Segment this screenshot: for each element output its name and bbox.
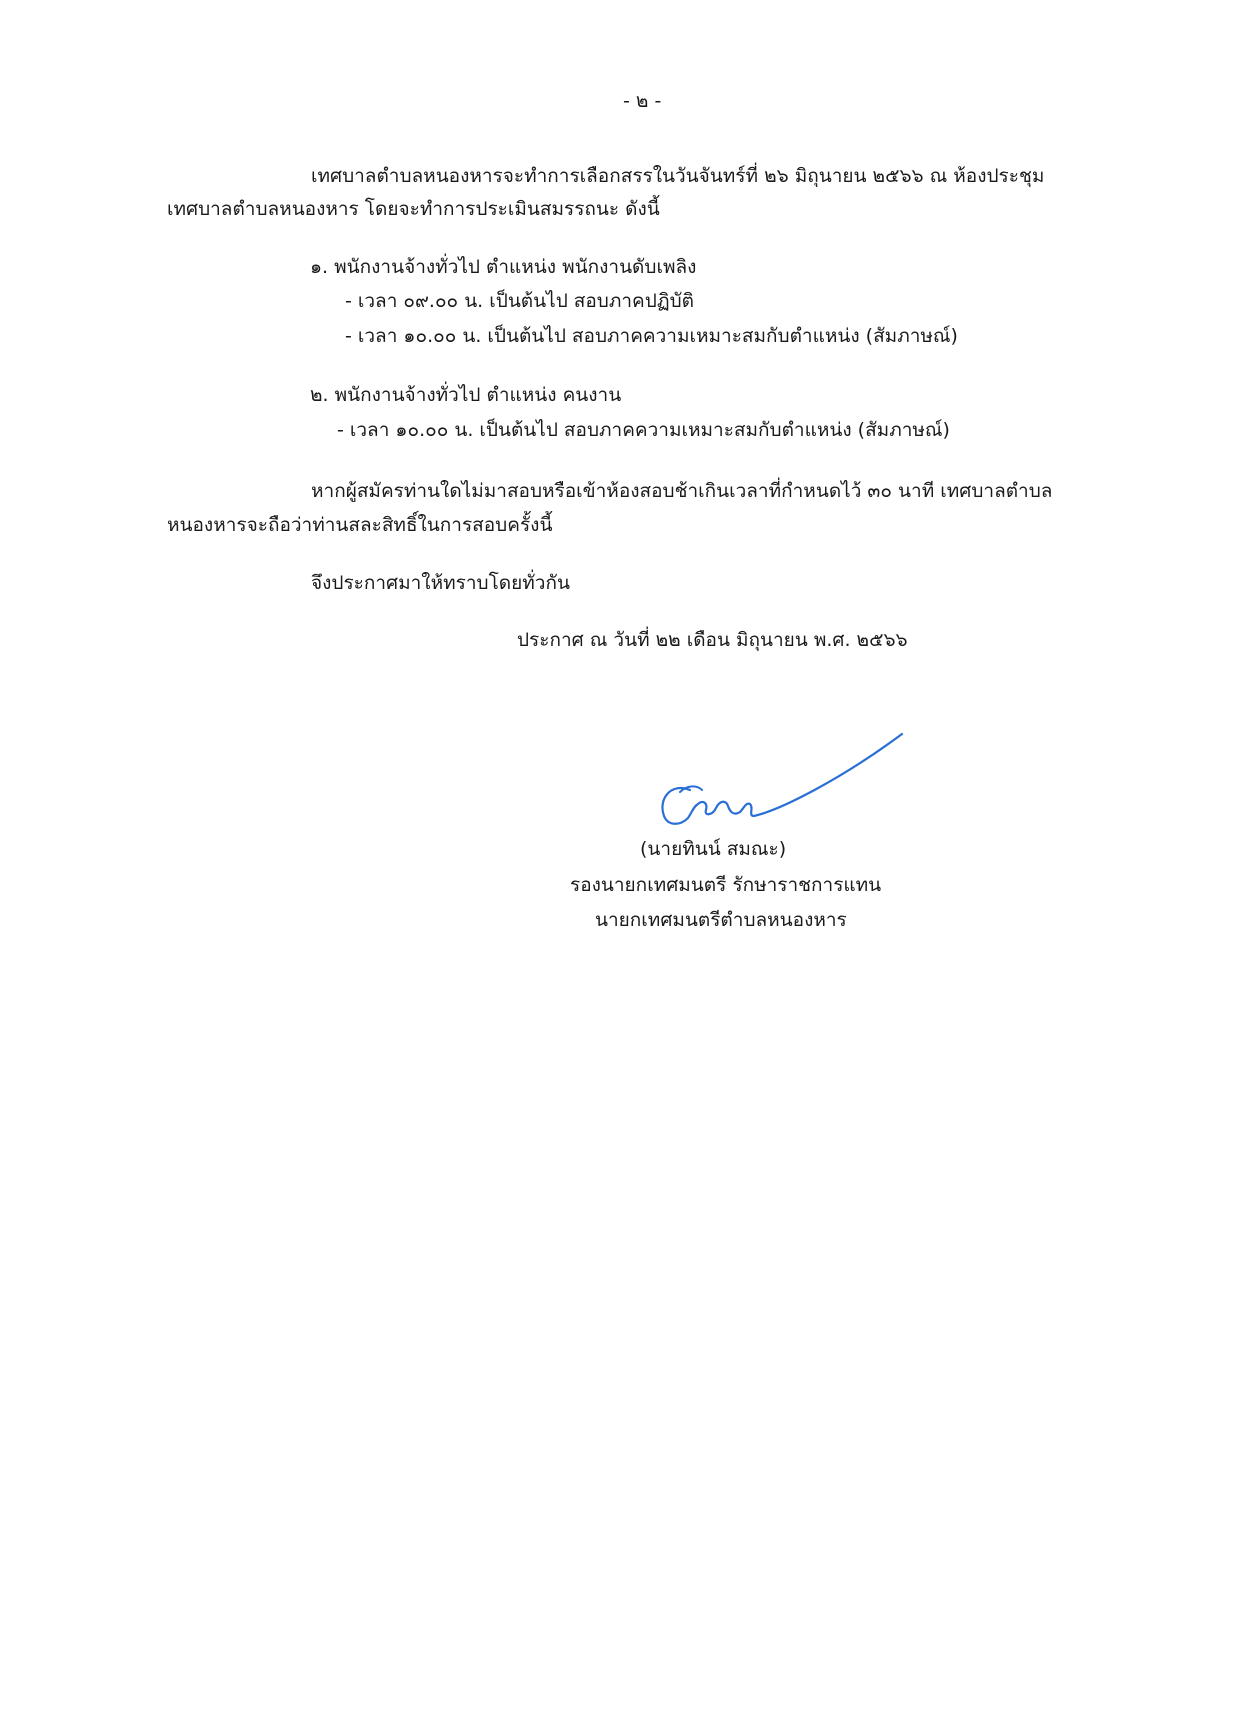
paragraph-2-line-1: หากผู้สมัครท่านใดไม่มาสอบหรือเข้าห้องสอบช้าเกินเวลาที่กำหนดไว้ ๓๐ นาที เทศบาลตำบล (311, 480, 1053, 502)
item-2-schedule-row: - เวลา ๑๐.๐๐ น. เป็นต้นไป สอบภาคความเหมาะสมกับตำแหน่ง (สัมภาษณ์) (337, 419, 950, 441)
handwritten-signature (640, 720, 910, 835)
paragraph-1-line-2: เทศบาลตำบลหนองหาร โดยจะทำการประเมินสมรรถนะ ดังนี้ (167, 198, 660, 220)
signer-title-line-2: นายกเทศมนตรีตำบลหนองหาร (595, 909, 847, 931)
item-1-schedule-row: - เวลา ๑๐.๐๐ น. เป็นต้นไป สอบภาคความเหมาะสมกับตำแหน่ง (สัมภาษณ์) (345, 325, 958, 347)
item-2-heading: ๒. พนักงานจ้างทั่วไป ตำแหน่ง คนงาน (310, 384, 622, 406)
announcement-date: ประกาศ ณ วันที่ ๒๒ เดือน มิถุนายน พ.ศ. ๒๕๖๖ (517, 629, 908, 651)
paragraph-2-line-2: หนองหารจะถือว่าท่านสละสิทธิ์ในการสอบครั้งนี้ (167, 514, 553, 536)
signature-stroke (662, 734, 902, 824)
signer-name: (นายทินน์ สมณะ) (640, 838, 787, 860)
page-number: - ๒ - (623, 90, 662, 112)
paragraph-1-line-1: เทศบาลตำบลหนองหารจะทำการเลือกสรรในวันจันทร์ที่ ๒๖ มิถุนายน ๒๕๖๖ ณ ห้องประชุม (311, 165, 1045, 187)
item-1-schedule-row: - เวลา ๐๙.๐๐ น. เป็นต้นไป สอบภาคปฏิบัติ (345, 290, 694, 312)
closing-statement: จึงประกาศมาให้ทราบโดยทั่วกัน (311, 572, 570, 594)
item-1-heading: ๑. พนักงานจ้างทั่วไป ตำแหน่ง พนักงานดับเพลิง (310, 256, 697, 278)
signer-title-line-1: รองนายกเทศมนตรี รักษาราชการแทน (570, 874, 882, 896)
